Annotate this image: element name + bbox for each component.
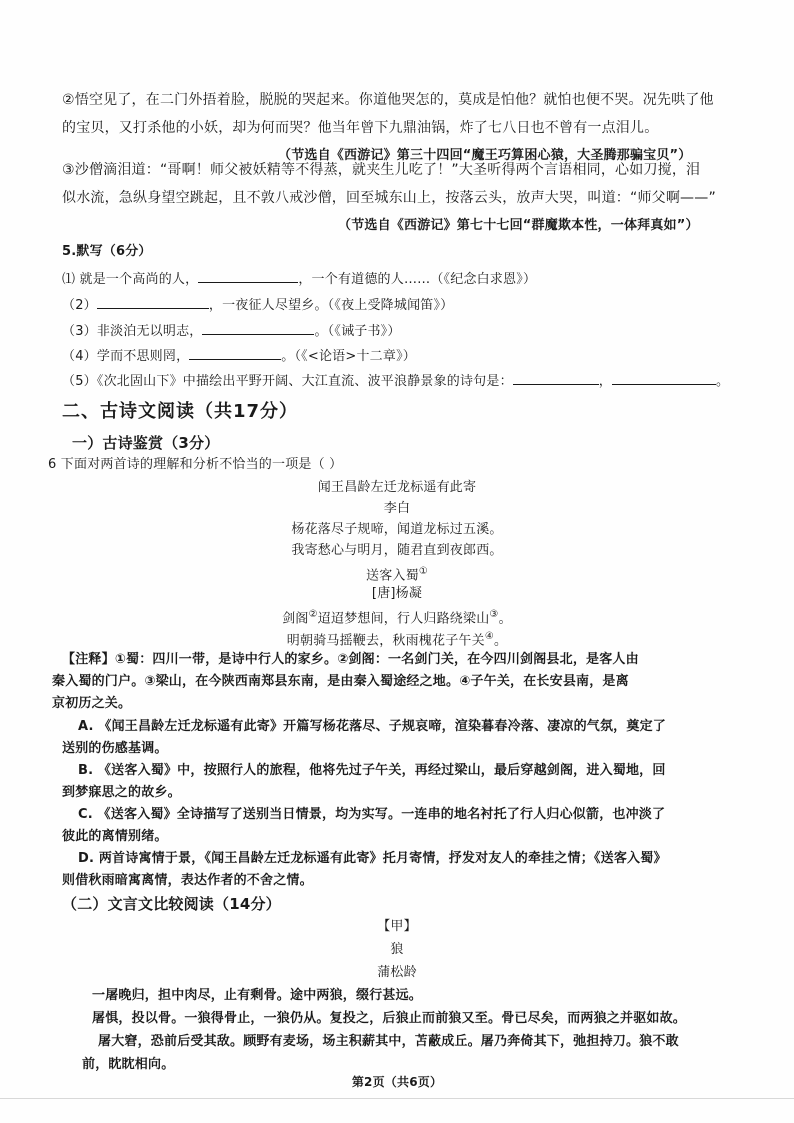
q5-item-3-text-a: （3）非淡泊无以明志， [62,324,203,339]
q5-item-3-text-b: 。（《诫子书》） [314,324,401,339]
answer-blank[interactable] [198,268,298,283]
wolf-author: 蒲松龄 [377,965,417,980]
poem-2-line-1-b: 迢迢梦想间，行人归路绕梁山 [317,611,490,627]
q5-item-5-text-c: 。 [715,374,730,389]
q5-item-5 [62,370,729,392]
q5-item-5-text-a: （5）《次北固山下》中描绘出平野开阔、大江直流、波平浪静景象的诗句是： [62,374,513,389]
passage-3-line-2: 似水流，急纵身望空跳起，且不敦八戒沙僧，回至城东山上，按落云头，放声大哭，叫道：“师父啊——” [62,190,716,206]
option-d-line-1: D. 两首诗寓情于景，《闻王昌龄左迁龙标遥有此寄》托月寄情，抒发对友人的牵挂之情；《送客入蜀》 [78,851,667,866]
answer-blank[interactable] [513,370,599,385]
poem-2-title [0,562,794,586]
note-line-3: 京初历之关。 [52,696,132,711]
subsection-1-title: 一）古诗鉴赏（3分） [72,434,220,452]
option-b-line-2: 到梦寐思之的故乡。 [62,785,181,800]
passage-2-line-1: ②悟空见了，在二门外捂着脸，脱脱的哭起来。你道他哭怎的，莫成是怕他？就怕也便不哭。况先哄了他 [62,92,714,108]
poem-1-title: 闻王昌龄左迁龙标遥有此寄 [317,480,477,495]
wolf-line-4: 前，眈眈相向。 [82,1057,175,1072]
wolf-line-3: 屠大窘，恐前后受其敌。顾野有麦场，场主积薪其中，苫蔽成丘。屠乃奔倚其下，弛担持刀。狼不敢 [98,1034,679,1049]
wolf-title: 狼 [390,942,404,957]
answer-blank[interactable] [202,320,314,335]
option-a-line-2: 送别的伤感基调。 [62,741,168,756]
option-d-line-2: 则借秋雨暗寓离情，表达作者的不舍之情。 [62,873,313,888]
passage-2-line-2: 的宝贝，又打杀他的小妖，却为何而哭？他当年曾下九鼎油锅，炸了七八日也不曾有一点泪儿。 [62,120,659,136]
passage-jia-label: 【甲】 [377,919,417,934]
wolf-line-2: 屠惧，投以骨。一狼得骨止，一狼仍从。复投之，后狼止而前狼又至。骨已尽矣，而两狼之并驱如故。 [92,1011,687,1026]
q5-item-2-text-b: ，一夜征人尽望乡。（《夜上受降城闻笛》） [208,298,454,313]
option-a-line-1: A. 《闻王昌龄左迁龙标遥有此寄》开篇写杨花落尽、子规哀啼，渲染暮春冷落、凄凉的气氛，奠定了 [78,719,666,734]
footnote-mark: ④ [484,631,494,642]
footnote-mark: ① [418,566,428,577]
q6-stem: 6 下面对两首诗的理解和分析不恰当的一项是（ ） [48,457,343,472]
poem-2-line-2-a: 明朝骑马摇鞭去，秋雨槐花子午关 [286,633,485,649]
poem-2-line-1 [0,605,794,629]
poem-2-author: [唐]杨凝 [371,586,423,601]
note-line-2: 秦入蜀的门户。③梁山，在今陕西南郑县东南，是由秦入蜀途经之地。④子午关，在长安县南，是离 [52,674,629,689]
passage-3-source: （节选自《西游记》第七十七回“群魔欺本性，一体拜真如”） [338,218,699,233]
q5-title: 5.默写（6分） [62,244,152,259]
q5-item-1 [62,268,536,290]
q5-item-1-text-b: ，一个有道德的人……（《纪念白求恩》） [298,272,537,287]
passage-3-line-1: ③沙僧滴泪道：“哥啊！师父被妖精等不得蒸，就夹生儿吃了！”大圣听得两个言语相同，心如刀搅，泪 [62,162,701,178]
page-number: 第2页（共6页） [351,1075,443,1089]
wolf-line-1: 一屠晚归，担中肉尽，止有剩骨。途中两狼，缀行甚远。 [92,988,423,1003]
answer-blank[interactable] [612,370,716,385]
footnote-mark: ③ [489,609,499,620]
q5-item-5-text-b: ， [598,374,612,389]
scan-divider [0,1098,794,1099]
option-c-line-1: C. 《送客入蜀》全诗描写了送别当日情景，均为实写。一连串的地名衬托了行人归心似箭，也冲淡了 [78,807,666,822]
poem-2-line-2-b: 。 [493,633,508,649]
footnote-mark: ② [308,609,318,620]
q5-item-4-text-a: （4）学而不思则罔， [62,349,190,364]
poem-2-title-text: 送客入蜀 [366,568,419,584]
q5-item-4 [62,345,416,367]
q5-item-3 [62,320,401,342]
poem-2-line-1-a: 剑阁 [282,611,309,627]
poem-1-line-2: 我寄愁心与明月，随君直到夜郎西。 [291,543,503,558]
subsection-2-title: （二）文言文比较阅读（14分） [62,895,281,913]
note-line-1: 【注释】①蜀：四川一带，是诗中行人的家乡。②剑阁：一名剑门关，在今四川剑阁县北，是客人由 [62,652,639,667]
q5-item-4-text-b: 。（《<论语>十二章》） [281,349,416,364]
answer-blank[interactable] [189,345,281,360]
q5-item-2 [62,294,453,316]
poem-2-line-1-c: 。 [498,611,512,627]
q5-item-2-text-a: （2） [62,298,97,313]
passage-2-source: （节选自《西游记》第三十四回“魔王巧算困心猿，大圣腾那骗宝贝”） [278,148,692,163]
poem-2-line-2 [0,627,794,651]
section-2-title: 二、古诗文阅读（共17分） [62,401,299,422]
option-b-line-1: B. 《送客入蜀》中，按照行人的旅程，他将先过子午关，再经过梁山，最后穿越剑阁，进入蜀地，回 [78,763,666,778]
option-c-line-2: 彼此的离情别绪。 [62,829,168,844]
poem-1-author: 李白 [383,501,411,516]
answer-blank[interactable] [97,294,209,309]
poem-1-line-1: 杨花落尽子规啼，闻道龙标过五溪。 [291,522,503,537]
q5-item-1-text-a: ⑴ 就是一个高尚的人， [62,272,199,287]
